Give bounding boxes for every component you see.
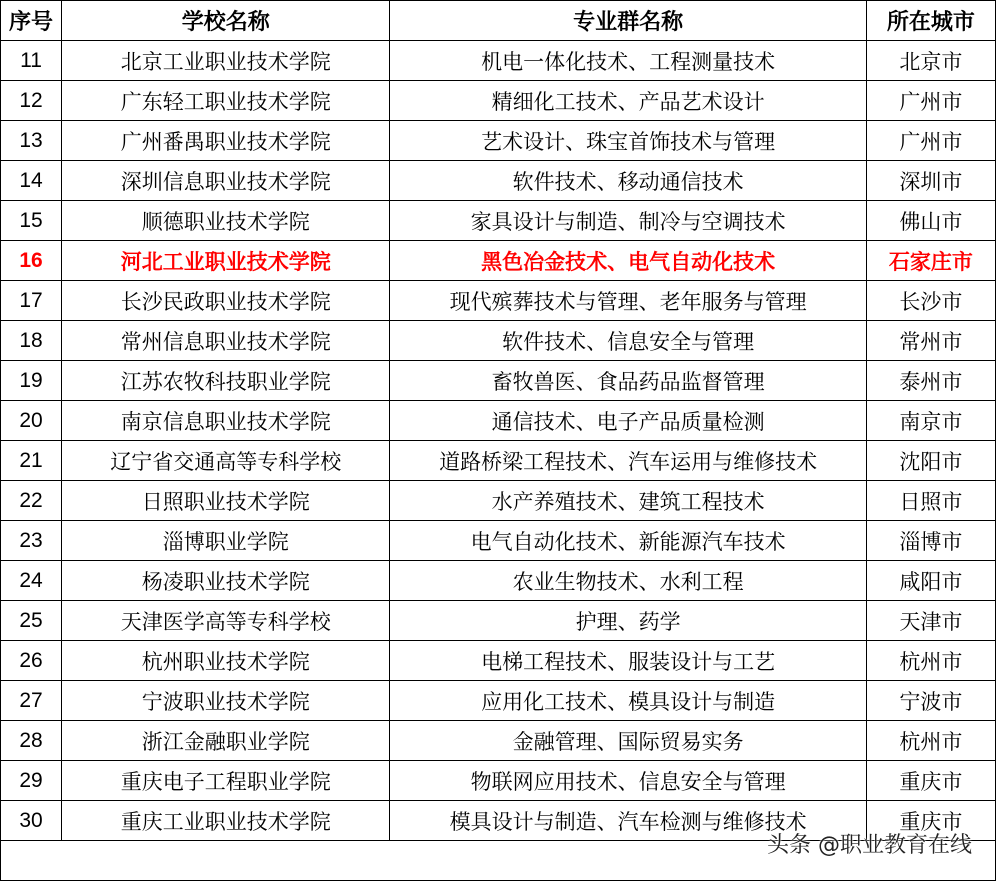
row-school: 广州番禺职业技术学院 (62, 121, 390, 161)
row-school: 常州信息职业技术学院 (62, 321, 390, 361)
row-num: 15 (1, 201, 62, 241)
row-school: 深圳信息职业技术学院 (62, 161, 390, 201)
row-school: 宁波职业技术学院 (62, 681, 390, 721)
row-city: 宁波市 (866, 681, 995, 721)
row-major: 农业生物技术、水利工程 (390, 561, 866, 601)
row-city: 重庆市 (866, 801, 995, 841)
table-row (1, 121, 996, 161)
row-num: 18 (1, 321, 62, 361)
row-school: 杭州职业技术学院 (62, 641, 390, 681)
header-row (1, 1, 996, 41)
table-row (1, 201, 996, 241)
row-school: 日照职业技术学院 (62, 481, 390, 521)
row-school: 辽宁省交通高等专科学校 (62, 441, 390, 481)
row-major: 畜牧兽医、食品药品监督管理 (390, 361, 866, 401)
row-school: 河北工业职业技术学院 (62, 241, 390, 281)
row-num: 29 (1, 761, 62, 801)
table-row (1, 441, 996, 481)
row-major: 现代殡葬技术与管理、老年服务与管理 (390, 281, 866, 321)
table-row (1, 761, 996, 801)
row-major: 家具设计与制造、制冷与空调技术 (390, 201, 866, 241)
row-city: 日照市 (866, 481, 995, 521)
header-city: 所在城市 (866, 1, 995, 41)
row-city: 北京市 (866, 41, 995, 81)
table-row (1, 81, 996, 121)
row-num: 26 (1, 641, 62, 681)
row-city: 重庆市 (866, 761, 995, 801)
row-city: 长沙市 (866, 281, 995, 321)
row-major: 软件技术、移动通信技术 (390, 161, 866, 201)
row-school: 广东轻工职业技术学院 (62, 81, 390, 121)
table-row (1, 601, 996, 641)
row-major: 金融管理、国际贸易实务 (390, 721, 866, 761)
table-row (1, 481, 996, 521)
row-num: 27 (1, 681, 62, 721)
row-major: 应用化工技术、模具设计与制造 (390, 681, 866, 721)
row-num: 24 (1, 561, 62, 601)
row-city: 泰州市 (866, 361, 995, 401)
row-major: 黑色冶金技术、电气自动化技术 (390, 241, 866, 281)
row-num: 22 (1, 481, 62, 521)
row-city: 广州市 (866, 121, 995, 161)
row-major: 艺术设计、珠宝首饰技术与管理 (390, 121, 866, 161)
row-major: 水产养殖技术、建筑工程技术 (390, 481, 866, 521)
row-city: 佛山市 (866, 201, 995, 241)
row-school: 重庆工业职业技术学院 (62, 801, 390, 841)
table-row (1, 641, 996, 681)
row-city: 沈阳市 (866, 441, 995, 481)
row-city: 广州市 (866, 81, 995, 121)
table-row (1, 361, 996, 401)
row-num: 28 (1, 721, 62, 761)
watermark: 头条 @职业教育在线 (767, 833, 972, 858)
row-school: 重庆电子工程职业学院 (62, 761, 390, 801)
header-major: 专业群名称 (390, 1, 866, 41)
row-major: 道路桥梁工程技术、汽车运用与维修技术 (390, 441, 866, 481)
row-school: 北京工业职业技术学院 (62, 41, 390, 81)
row-city: 常州市 (866, 321, 995, 361)
row-num: 20 (1, 401, 62, 441)
table-row (1, 281, 996, 321)
row-major: 机电一体化技术、工程测量技术 (390, 41, 866, 81)
row-num: 23 (1, 521, 62, 561)
table-row (1, 241, 996, 281)
table-row (1, 681, 996, 721)
row-school: 顺德职业技术学院 (62, 201, 390, 241)
row-city: 咸阳市 (866, 561, 995, 601)
row-school: 天津医学高等专科学校 (62, 601, 390, 641)
row-school: 江苏农牧科技职业学院 (62, 361, 390, 401)
row-city: 杭州市 (866, 721, 995, 761)
row-num: 30 (1, 801, 62, 841)
table-row (1, 41, 996, 81)
row-num: 11 (1, 41, 62, 81)
row-school: 淄博职业学院 (62, 521, 390, 561)
table-body (1, 41, 996, 881)
row-school: 长沙民政职业技术学院 (62, 281, 390, 321)
row-num: 19 (1, 361, 62, 401)
row-school: 浙江金融职业学院 (62, 721, 390, 761)
row-school: 南京信息职业技术学院 (62, 401, 390, 441)
row-num: 12 (1, 81, 62, 121)
table-row (1, 561, 996, 601)
row-major: 精细化工技术、产品艺术设计 (390, 81, 866, 121)
row-city: 石家庄市 (866, 241, 995, 281)
row-city: 深圳市 (866, 161, 995, 201)
row-major: 电梯工程技术、服装设计与工艺 (390, 641, 866, 681)
table-row (1, 161, 996, 201)
row-major: 电气自动化技术、新能源汽车技术 (390, 521, 866, 561)
row-major: 模具设计与制造、汽车检测与维修技术 (390, 801, 866, 841)
row-major: 软件技术、信息安全与管理 (390, 321, 866, 361)
row-city: 淄博市 (866, 521, 995, 561)
row-num: 17 (1, 281, 62, 321)
row-num: 21 (1, 441, 62, 481)
row-major: 物联网应用技术、信息安全与管理 (390, 761, 866, 801)
row-num: 16 (1, 241, 62, 281)
table-row (1, 401, 996, 441)
row-city: 南京市 (866, 401, 995, 441)
table-row (1, 721, 996, 761)
row-num: 14 (1, 161, 62, 201)
row-num: 13 (1, 121, 62, 161)
table-row (1, 321, 996, 361)
row-major: 护理、药学 (390, 601, 866, 641)
header-school: 学校名称 (62, 1, 390, 41)
header-num: 序号 (1, 1, 62, 41)
row-major: 通信技术、电子产品质量检测 (390, 401, 866, 441)
row-school: 杨凌职业技术学院 (62, 561, 390, 601)
row-city: 杭州市 (866, 641, 995, 681)
table-row (1, 521, 996, 561)
row-num: 25 (1, 601, 62, 641)
row-city: 天津市 (866, 601, 995, 641)
